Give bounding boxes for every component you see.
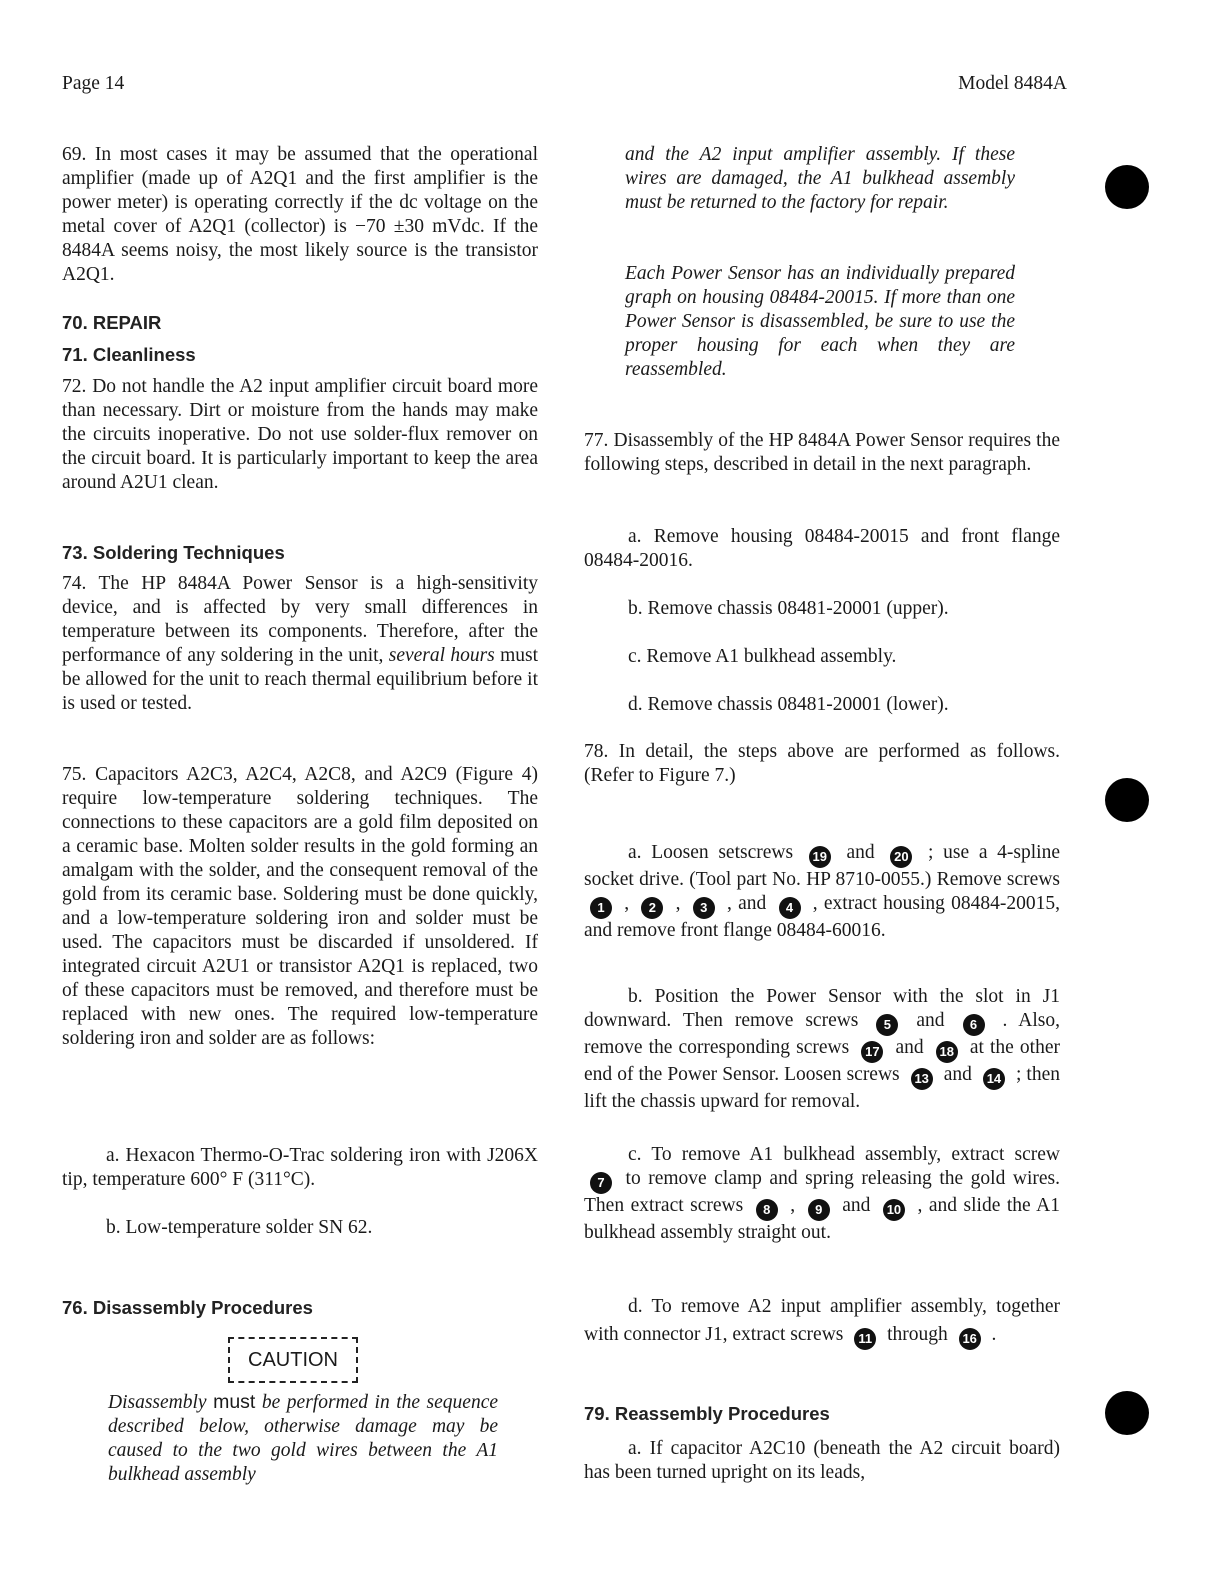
paragraph-77b: b. Remove chassis 08481-20001 (upper).: [628, 598, 949, 619]
note-housing: Each Power Sensor has an individually prepared graph on housing 08484-20015. If more than one Power Sensor is disassembled, be sure to use the proper housing for each when they are reassembled.: [625, 263, 1015, 380]
paragraph-69: 69. In most cases it may be assumed that the operational amplifier (made up of A2Q1 and the first amplifier is the power meter) is operating correctly if the dc voltage on the metal cover of A2Q1 (collector) is −70 ±30 mVdc. If the 8484A seems noisy, the most likely source is the transistor A2Q1.: [62, 144, 538, 285]
heading-cleanliness: 71. Cleanliness: [62, 344, 196, 365]
step-a: [584, 841, 1060, 943]
paragraph-75: 75. Capacitors A2C3, A2C4, A2C8, and A2C9 (Figure 4) require low-temperature soldering techniques. The connections to these capacitors are a gold film deposited on a ceramic base. Molten solder results in the gold forming an amalgam with the solder, and the consequent removal of the gold from its ceramic base. Soldering must be done quickly, and a low-temperature soldering iron and solder must be used. The capacitors must be discarded if unsoldered. If integrated circuit A2U1 or transistor A2Q1 is replaced, two of these capacitors must be removed, and therefore must be replaced with new ones. The required low-temperature soldering iron and solder are as follows:: [62, 764, 538, 1049]
callout-number-5: 5: [876, 1014, 898, 1036]
step-text: ; use a 4-spline socket drive. (Tool part No. HP 8710-0055.) Remove screws: [584, 842, 1061, 890]
callout-number-10: 10: [883, 1199, 905, 1221]
callout-number-19: 19: [809, 846, 831, 868]
step-text: ,: [618, 893, 636, 914]
callout-number-2: 2: [641, 897, 663, 919]
step-text: ; then lift the chassis upward for removal.: [584, 1064, 1061, 1112]
p74-emphasis: several hours: [388, 645, 495, 666]
step-text: , and: [720, 893, 773, 914]
paragraph-79a: a. If capacitor A2C10 (beneath the A2 circuit board) has been turned upright on its leads,: [584, 1438, 1060, 1483]
page-header-right: Model 8484A: [958, 73, 1067, 94]
paragraph-75a: a. Hexacon Thermo-O-Trac soldering iron with J206X tip, temperature 600° F (311°C).: [62, 1145, 538, 1190]
step-text: , and slide the A1 bulkhead assembly straight out.: [584, 1195, 1060, 1243]
callout-number-8: 8: [756, 1199, 778, 1221]
step-text: c. To remove A1 bulkhead assembly, extract screw: [628, 1144, 1060, 1165]
step-text: b. Position the Power Sensor with the slot in J1 downward. Then remove screws: [584, 986, 1060, 1031]
callout-number-20: 20: [890, 846, 912, 868]
caution-text-a: Disassembly: [108, 1392, 207, 1413]
step-text: ,: [669, 893, 687, 914]
binder-hole: [1105, 778, 1149, 822]
step-text: and: [904, 1010, 957, 1031]
step-b: [584, 985, 1060, 1114]
paragraph-75b: b. Low-temperature solder SN 62.: [106, 1217, 373, 1238]
paragraph-77: 77. Disassembly of the HP 8484A Power Sensor requires the following steps, described in detail in the next paragraph.: [584, 430, 1060, 475]
step-text: to remove clamp and spring releasing the gold wires. Then extract screws: [584, 1168, 1060, 1216]
callout-number-18: 18: [936, 1041, 958, 1063]
callout-number-7: 7: [590, 1172, 612, 1194]
step-text: and: [835, 1195, 877, 1216]
step-text: . Also, remove the corresponding screws: [584, 1010, 1061, 1058]
caution-text-b: be performed in the sequence described below, otherwise damage may be caused to the two gold wires between the A1 bulkhead assembly: [108, 1392, 499, 1485]
step-text: and: [889, 1037, 930, 1058]
binder-hole: [1105, 1391, 1149, 1435]
heading-disassembly: 76. Disassembly Procedures: [62, 1297, 313, 1318]
p74-text-b: must be allowed for the unit to reach thermal equilibrium before it is used or tested.: [62, 645, 538, 714]
callout-number-16: 16: [959, 1328, 981, 1350]
callout-number-14: 14: [983, 1068, 1005, 1090]
step-text: and: [938, 1064, 977, 1085]
binder-hole: [1105, 165, 1149, 209]
callout-number-6: 6: [963, 1014, 985, 1036]
callout-number-4: 4: [779, 897, 801, 919]
paragraph-72: 72. Do not handle the A2 input amplifier circuit board more than necessary. Dirt or moisture from the hands may make the circuits inoperative. Do not use solder-flux remover on the circuit board. It is particularly important to keep the area around A2U1 clean.: [62, 376, 538, 493]
callout-number-3: 3: [693, 897, 715, 919]
callout-number-9: 9: [808, 1199, 830, 1221]
step-d: [584, 1293, 1060, 1350]
heading-soldering: 73. Soldering Techniques: [62, 542, 285, 563]
step-text: through: [882, 1324, 953, 1345]
paragraph-78: 78. In detail, the steps above are performed as follows. (Refer to Figure 7.): [584, 741, 1060, 786]
caution-must: must: [213, 1391, 256, 1413]
paragraph-77c: c. Remove A1 bulkhead assembly.: [628, 646, 897, 667]
callout-number-17: 17: [861, 1041, 883, 1063]
heading-repair: 70. REPAIR: [62, 312, 162, 333]
step-text: .: [986, 1324, 997, 1345]
callout-number-11: 11: [854, 1328, 876, 1350]
p74-text-a: 74. The HP 8484A Power Sensor is a high-sensitivity device, and is affected by very small differences in temperature between its components. Therefore, after the performance of any soldering in the unit,: [62, 573, 538, 666]
caution-text: [108, 1390, 498, 1487]
page-header-left: Page 14: [62, 73, 125, 94]
step-text: at the other end of the Power Sensor. Loosen screws: [584, 1037, 1060, 1085]
caution-continued: and the A2 input amplifier assembly. If these wires are damaged, the A1 bulkhead assembly must be returned to the factory for repair.: [625, 144, 1015, 213]
step-text: and: [836, 842, 885, 863]
paragraph-77d: d. Remove chassis 08481-20001 (lower).: [628, 694, 949, 715]
heading-reassembly: 79. Reassembly Procedures: [584, 1403, 830, 1424]
callout-number-13: 13: [911, 1068, 933, 1090]
step-text: d. To remove A2 input amplifier assembly, together with connector J1, extract screws: [584, 1296, 1060, 1345]
callout-number-1: 1: [590, 897, 612, 919]
step-text: ,: [783, 1195, 802, 1216]
caution-label: CAUTION: [228, 1337, 358, 1383]
step-text: a. Loosen setscrews: [628, 842, 803, 863]
step-c: [584, 1143, 1060, 1245]
paragraph-77a: a. Remove housing 08484-20015 and front flange 08484-20016.: [584, 526, 1060, 571]
step-text: , extract housing 08484-20015, and remove front flange 08484-60016.: [584, 893, 1061, 941]
paragraph-74: [62, 572, 538, 716]
